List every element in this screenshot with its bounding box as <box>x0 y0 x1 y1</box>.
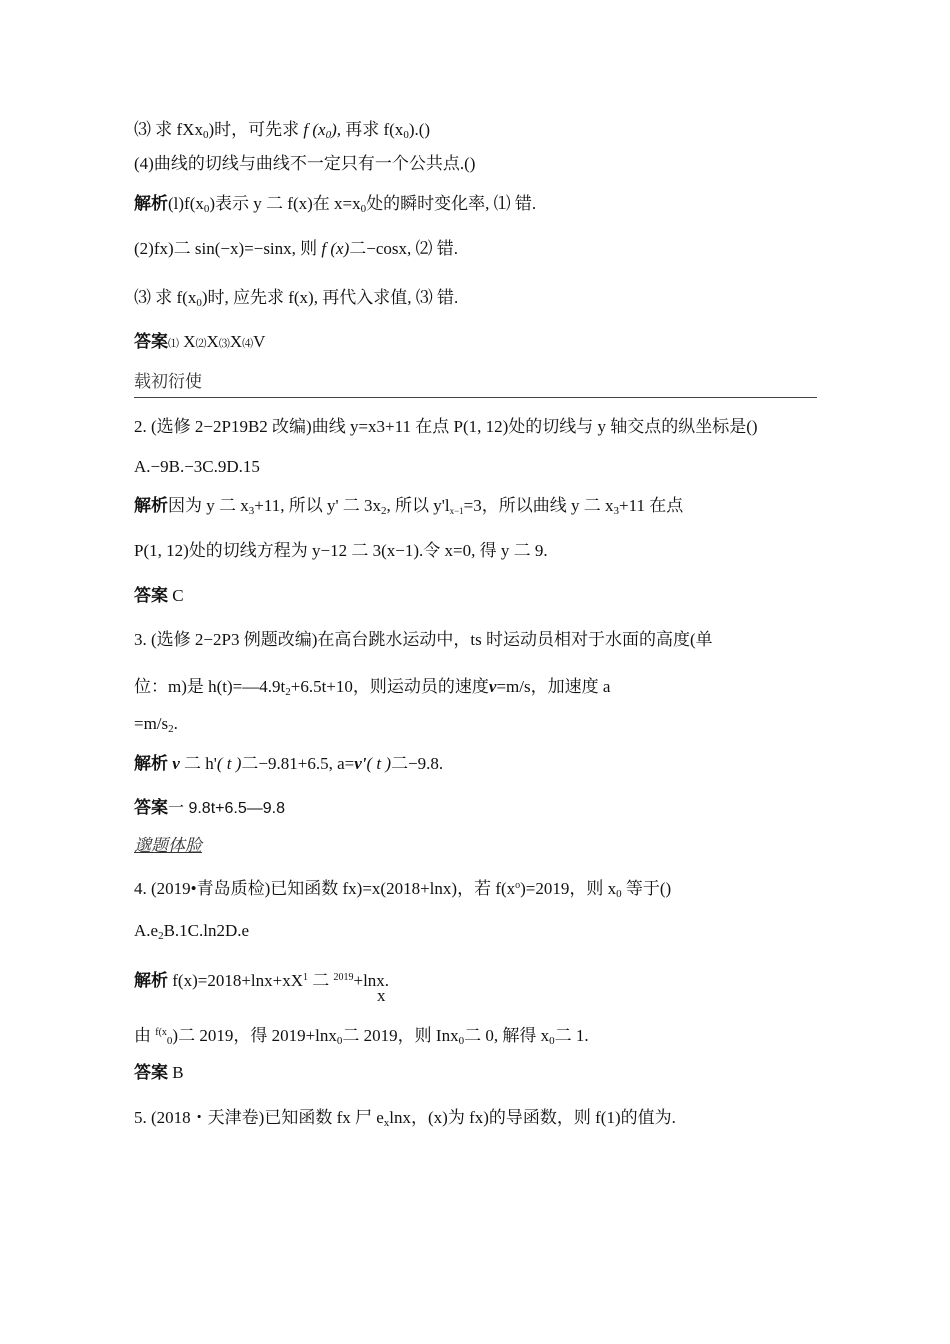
statement-4: (4)曲线的切线与曲线不一定只有一个公共点.() <box>134 154 476 173</box>
question-4-options: $A.e_2B.1C.\ln 2D.e$ <box>134 921 250 942</box>
section-heading-2: 邈题体脸 <box>134 836 202 855</box>
question-4: 4. (2019•青岛质检)已知函数 fx)=x(2018+lnx)，若 $f(x^o)=2019$，则 $x_0$ 等于() <box>134 879 672 900</box>
question-3-solution: 解析 v 二 h'( t )二−9.81+6.5, a=v'( t )二−9.8. <box>134 754 444 773</box>
question-2-options: A.−9B.−3C.9D.15 <box>134 457 260 476</box>
solution-1: 解析$(l)f(x_0)$表示 y 二 f(x)在 $x=x_0$处的瞬时变化率, ⑴ 错. <box>134 194 537 215</box>
answer-2: 答案 C <box>134 586 184 605</box>
question-3: 3. (选修 2−2P3 例题改编)在高台跳水运动中，ts 时运动员相对于水面的高度(单 <box>134 630 713 649</box>
section-heading-1: 载初衍使 <box>134 372 202 391</box>
solution-2: (2)fx)二 sin(−x)=−sinx, 则 f (x)二−cosx, ⑵ 错. <box>134 239 459 258</box>
answer-3: 答案一 9.8t+6.5—9.8 <box>134 798 285 817</box>
fraction-denominator: x <box>377 986 386 1005</box>
question-4-solution-cont: 由 $^{f(x}_0$)二 2019，得 2019+lnx$_0$二 2019，则 Inx$_0$二 0, 解得 $x_0$二 1. <box>134 1026 589 1047</box>
question-3-cont: 位：m)是 $h(t)=—4.9t_2+6.5t+10$，则运动员的速度v=m/s，加速度 a <box>134 677 611 698</box>
question-2: 2. (选修 2−2P19B2 改编)曲线 y=x3+11 在点 P(1, 12)处的切线与 y 轴交点的纵坐标是() <box>134 417 758 436</box>
statement-3: ⑶ 求 fXx$_0$)时，可先求 f $(x_0)$, 再求 $f(x_0).()$ <box>134 120 431 141</box>
answer-4: 答案 B <box>134 1063 184 1082</box>
question-2-solution-cont: P(1, 12)处的切线方程为 y−12 二 3(x−1).令 x=0, 得 y 二 9. <box>134 541 548 560</box>
answer-1: 答案⑴ X⑵X⑶X⑷V <box>134 332 266 351</box>
question-5: 5. (2018・天津卷)已知函数 fx 尸 $e_x\ln x$，(x)为 fx)的导函数，则 f(1)的值为. <box>134 1108 676 1129</box>
section-divider <box>134 397 817 398</box>
question-2-solution: 解析因为 y 二 $x_3+11$, 所以 y' 二 $3x_2$, 所以 $y'l_{x-1}=3$，所以曲线 y 二 $x_3+11$ 在点 <box>134 496 684 517</box>
question-3-cont-2: $=m/s_2$. <box>134 714 178 735</box>
question-4-solution: 解析 $f(x)=2018+\ln x+xX^1$ 二 $^{2019}$+lnx. <box>134 971 390 990</box>
solution-3: ⑶ 求 $f(x_0)$时, 应先求 f(x), 再代入求值, ⑶ 错. <box>134 288 459 309</box>
